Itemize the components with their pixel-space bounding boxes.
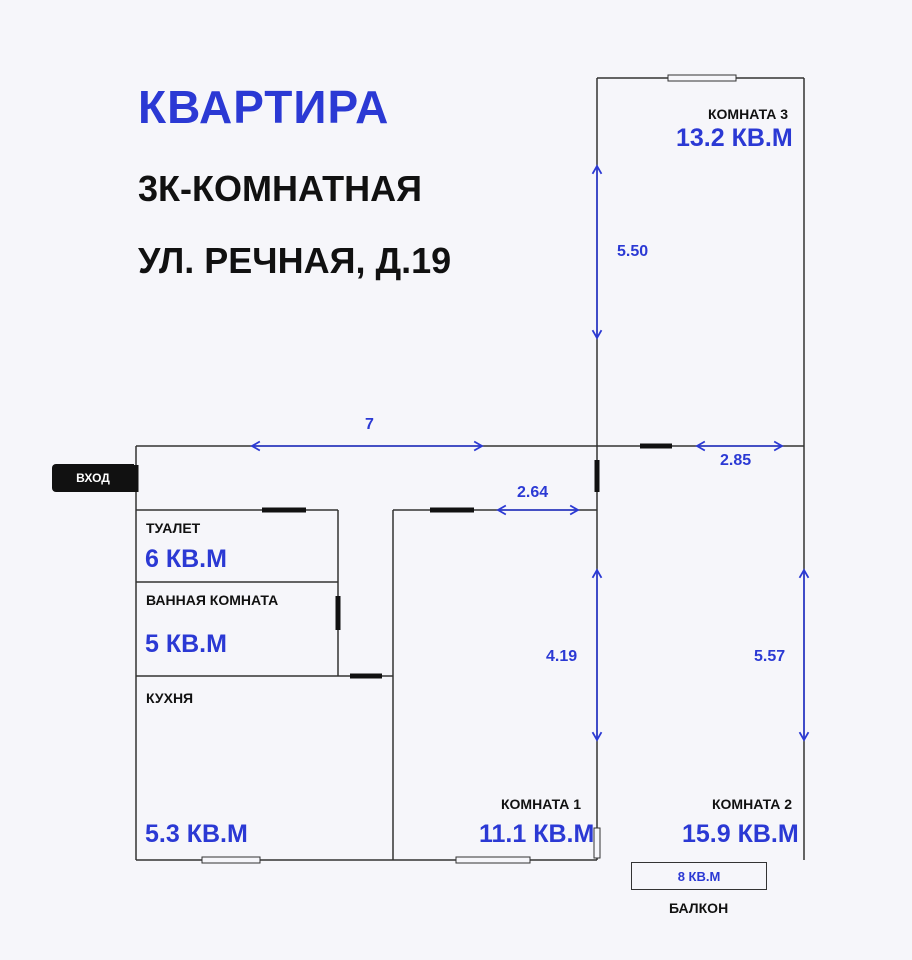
toilet-name: ТУАЛЕТ: [146, 520, 201, 536]
kitchen-name: КУХНЯ: [146, 690, 194, 706]
dim-total-width: 7: [365, 416, 374, 433]
dim-room2-height: 5.57: [754, 648, 786, 665]
balcony-area: 8 КВ.М: [677, 868, 721, 884]
room1-area: 11.1 КВ.М: [479, 820, 595, 848]
kitchen-area: 5.3 КВ.М: [145, 820, 248, 848]
dim-room1-height: 4.19: [546, 648, 578, 665]
bathroom-name: ВАННАЯ КОМНАТА: [146, 592, 279, 608]
balcony-name: БАЛКОН: [669, 900, 729, 916]
dim-room2-width: 2.85: [720, 452, 752, 469]
room2-name: КОМНАТА 2: [712, 796, 793, 812]
address: УЛ. РЕЧНАЯ, Д.19: [138, 240, 452, 281]
page-title: КВАРТИРА: [138, 81, 390, 133]
room3-name: КОМНАТА 3: [708, 106, 789, 122]
bathroom-area: 5 КВ.М: [145, 630, 227, 658]
room2-area: 15.9 КВ.М: [682, 820, 799, 848]
dim-room3-height: 5.50: [617, 243, 649, 260]
apartment-type: 3К-КОМНАТНАЯ: [138, 168, 423, 209]
entry-label: ВХОД: [52, 464, 134, 492]
dim-room1-width: 2.64: [517, 484, 549, 501]
balcony: [631, 862, 767, 890]
room1-name: КОМНАТА 1: [501, 796, 582, 812]
toilet-area: 6 КВ.М: [145, 545, 227, 573]
room3-area: 13.2 КВ.М: [676, 124, 793, 152]
